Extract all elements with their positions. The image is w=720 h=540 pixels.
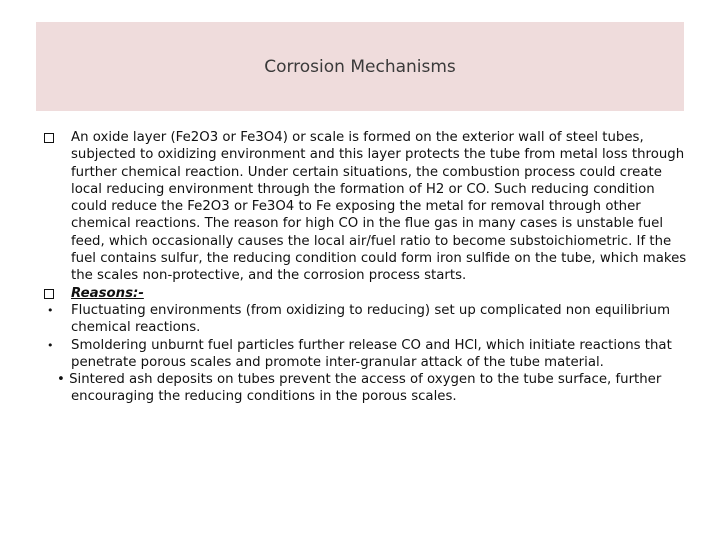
- title-banner: [36, 22, 684, 111]
- slide-title: Corrosion Mechanisms: [264, 56, 456, 77]
- bullet-item-sintered-ash: [44, 371, 694, 406]
- checkbox-bullet-icon: [44, 129, 54, 148]
- bullet-item-fluctuating: [44, 302, 694, 337]
- reasons-heading: Reasons:-: [71, 285, 144, 301]
- dot-bullet-icon: •: [47, 338, 54, 352]
- bullet-text: Sintered ash deposits on tubes prevent the access of oxygen to the tube surface, further encouraging the reducing conditions in the porous scales.: [69, 372, 662, 405]
- bullet-item-smoldering: [44, 337, 694, 372]
- bullet-text: Fluctuating environments (from oxidizing to reducing) set up complicated non equilibrium chemical reactions.: [71, 302, 671, 336]
- dot-bullet-icon: •: [47, 303, 54, 317]
- slide-body: [44, 129, 694, 406]
- dot-bullet-icon: •: [57, 372, 70, 388]
- bullet-text: An oxide layer (Fe2O3 or Fe3O4) or scale is formed on the exterior wall of steel tubes, subjected to oxidizing environment and this layer protects the tube from metal loss through further chemical reaction. Under certain situations, the combustion process could create local reducing environment through the formation of H2 or CO. Such reducing condition could reduce the Fe2O3 or Fe3O4 to Fe exposing the metal for removal through other chemical reactions. The reason for high CO in the flue gas in many cases is unstable fuel feed, which occasionally causes the local air/fuel ratio to become substoichiometric. If the fuel contains sulfur, the reducing condition could form iron sulfide on the tube, which makes the scales non-protective, and the corrosion process starts.: [71, 130, 687, 284]
- bullet-text: Smoldering unburnt fuel particles further release CO and HCl, which initiate reactions that penetrate porous scales and promote inter-granular attack of the tube material.: [71, 337, 672, 370]
- bullet-item-reasons: [44, 285, 694, 302]
- bullet-item-oxide-layer: [44, 129, 694, 285]
